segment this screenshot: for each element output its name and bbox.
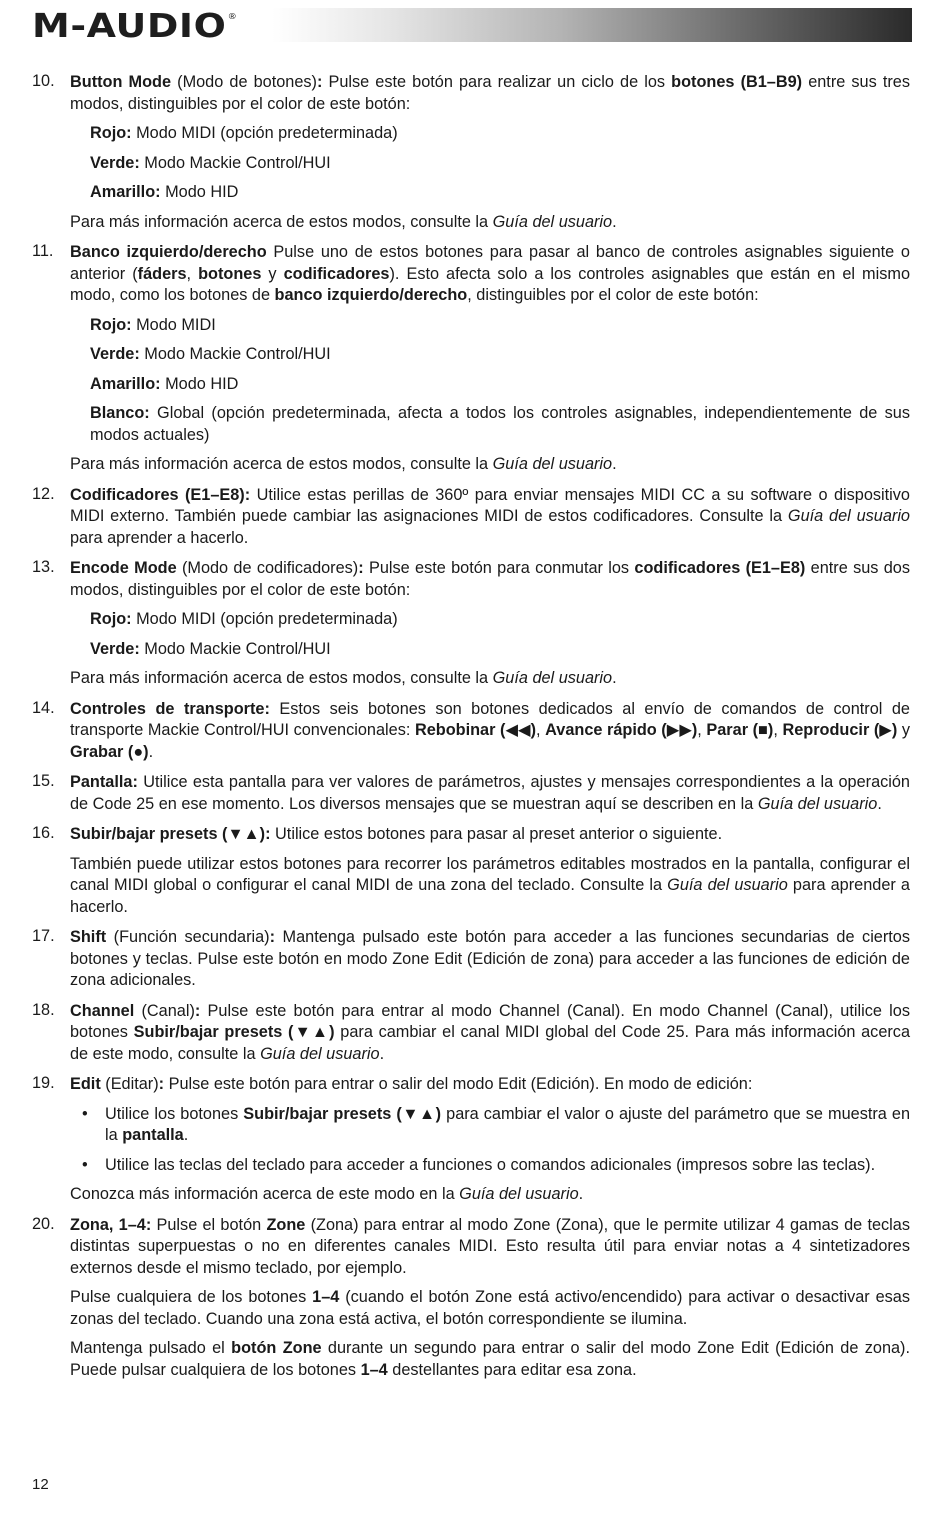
item-number: 19. [32, 1074, 55, 1092]
mode-line: Amarillo: Modo HID [90, 183, 239, 201]
item-note: Para más información acerca de estos modos, consulte la Guía del usuario. [70, 669, 617, 687]
list-item-18 [32, 1001, 910, 1066]
mode-line: Verde: Modo Mackie Control/HUI [90, 345, 331, 363]
item-paragraph: Channel (Canal): Pulse este botón para entrar al modo Channel (Canal). En modo Channel (Canal), utilice los botones Subir/bajar presets (▼▲) para cambiar el canal MIDI global del Code 25. Para más información acerca de este modo, consulte la Guía del usuario. [70, 1001, 910, 1063]
list-item-13 [32, 558, 910, 690]
list-item-11 [32, 242, 910, 476]
item-note: Para más información acerca de estos modos, consulte la Guía del usuario. [70, 212, 617, 231]
list-item-17 [32, 927, 910, 992]
list-item-10 [32, 72, 910, 233]
list-item-20 [32, 1215, 910, 1382]
item-paragraph: Subir/bajar presets (▼▲): Utilice estos botones para pasar al preset anterior o siguiente. [70, 825, 723, 843]
item-paragraph: Pantalla: Utilice esta pantalla para ver valores de parámetros, ajustes y mensajes correspondientes a la operación de Code 25 en ese momento. Los diversos mensajes que se muestran aquí se describen en la Guía del usuario. [70, 773, 910, 813]
brand-logo [32, 6, 236, 45]
list-item-19 [32, 1074, 910, 1206]
item-number: 10. [32, 72, 55, 90]
item-paragraph: Edit (Editar): Pulse este botón para entrar o salir del modo Edit (Edición). En modo de edición: [70, 1075, 753, 1093]
item-paragraph: Button Mode (Modo de botones): Pulse este botón para realizar un ciclo de los botones (B1–B9) entre sus tres modos, distinguibles por el color de este botón: [70, 73, 910, 113]
item-note: Conozca más información acerca de este modo en la Guía del usuario. [70, 1185, 584, 1203]
mode-line: Verde: Modo Mackie Control/HUI [90, 639, 331, 658]
mode-line: Verde: Modo Mackie Control/HUI [90, 153, 331, 172]
item-paragraph: Controles de transporte: Estos seis botones son botones dedicados al envío de comandos de control de transporte Mackie Control/HUI convencionales: Rebobinar (◀◀), Avance rápido (▶▶), Parar (■), Reproducir (▶) y Grabar (●). [70, 699, 910, 761]
item-paragraph: Mantenga pulsado el botón Zone durante un segundo para entrar o salir del modo Zone Edit (Edición de zona). Puede pulsar cualquiera de los botones 1–4 destellantes para editar esa zona. [70, 1339, 910, 1379]
item-paragraph: Pulse cualquiera de los botones 1–4 (cuando el botón Zone está activo/encendido) para activar o desactivar esas zonas del teclado. Cuando una zona está activa, el botón correspondiente se ilumina. [70, 1288, 910, 1328]
mode-line: Rojo: Modo MIDI (opción predeterminada) [90, 124, 398, 142]
bullet-icon: • [82, 1155, 88, 1174]
item-paragraph: También puede utilizar estos botones para recorrer los parámetros editables mostrados en la pantalla, configurar el canal MIDI global o configurar el canal MIDI de una zona del teclado. Consulte la Guía del usuario para aprender a hacerlo. [70, 854, 910, 916]
item-number: 12. [32, 484, 55, 503]
list-item-14 [32, 699, 910, 764]
item-number: 11. [32, 242, 54, 260]
list-item-16 [32, 824, 910, 918]
mode-line: Rojo: Modo MIDI (opción predeterminada) [90, 610, 398, 628]
item-number: 13. [32, 558, 55, 576]
mode-line: Blanco: Global (opción predeterminada, afecta a todos los controles asignables, independientemente de sus modos actuales) [90, 404, 910, 444]
item-paragraph: Banco izquierdo/derecho Pulse uno de estos botones para pasar al banco de controles asignables siguiente o anterior (fáders, botones y codificadores). Esto afecta solo a los controles asignables que están en el mismo modo, como los botones de banco izquierdo/derecho, distinguibles por el color de este botón: [70, 243, 910, 304]
brand-name: M-AUDIO [32, 6, 227, 45]
bullet-item: • Utilice las teclas del teclado para acceder a funciones o comandos adicionales (impresos sobre las teclas). [70, 1155, 910, 1177]
page-number: 12 [32, 1476, 49, 1493]
item-paragraph: Codificadores (E1–E8): Utilice estas perillas de 360º para enviar mensajes MIDI CC a su software o dispositivo MIDI externo. También puede cambiar las asignaciones MIDI de estos codificadores. Consulte la Guía del usuario para aprender a hacerlo. [70, 485, 910, 547]
bullet-list [70, 1104, 910, 1177]
item-paragraph: Encode Mode (Modo de codificadores): Pulse este botón para conmutar los codificadores (E1–E8) entre sus dos modos, distinguibles por el color de este botón: [70, 559, 910, 599]
item-paragraph: Shift (Función secundaria): Mantenga pulsado este botón para acceder a las funciones secundarias de ciertos botones y teclas. Pulse este botón en modo Zone Edit (Edición de zona) para acceder a las funciones de edición de zona adicionales. [70, 928, 911, 989]
bullet-icon: • [82, 1104, 88, 1123]
mode-line: Amarillo: Modo HID [90, 374, 239, 393]
item-number: 15. [32, 772, 55, 790]
header-gradient-bar [272, 8, 912, 42]
item-note: Para más información acerca de estos modos, consulte la Guía del usuario. [70, 455, 617, 473]
document-body [32, 72, 910, 1390]
page-header [0, 0, 950, 50]
bullet-item: • Utilice los botones Subir/bajar presets (▼▲) para cambiar el valor o ajuste del parámetro que se muestra en la pantalla. [82, 1104, 911, 1144]
list-item-12 [32, 485, 910, 550]
item-paragraph: Zona, 1–4: Pulse el botón Zone (Zona) para entrar al modo Zone (Zona), que le permite utilizar 4 gamas de teclas distintas superpuestas o no en diferentes canales MIDI. Esto resulta útil para enviar notas a 4 sintetizadores externos desde el mismo teclado, por ejemplo. [70, 1215, 910, 1277]
item-number: 17. [32, 927, 55, 945]
item-number: 14. [32, 698, 55, 717]
item-number: 16. [32, 824, 55, 842]
item-number: 18. [32, 1000, 55, 1019]
mode-line: Rojo: Modo MIDI [90, 315, 216, 334]
registered-mark: ® [227, 12, 238, 21]
item-number: 20. [32, 1214, 55, 1233]
list-item-15 [32, 772, 910, 815]
